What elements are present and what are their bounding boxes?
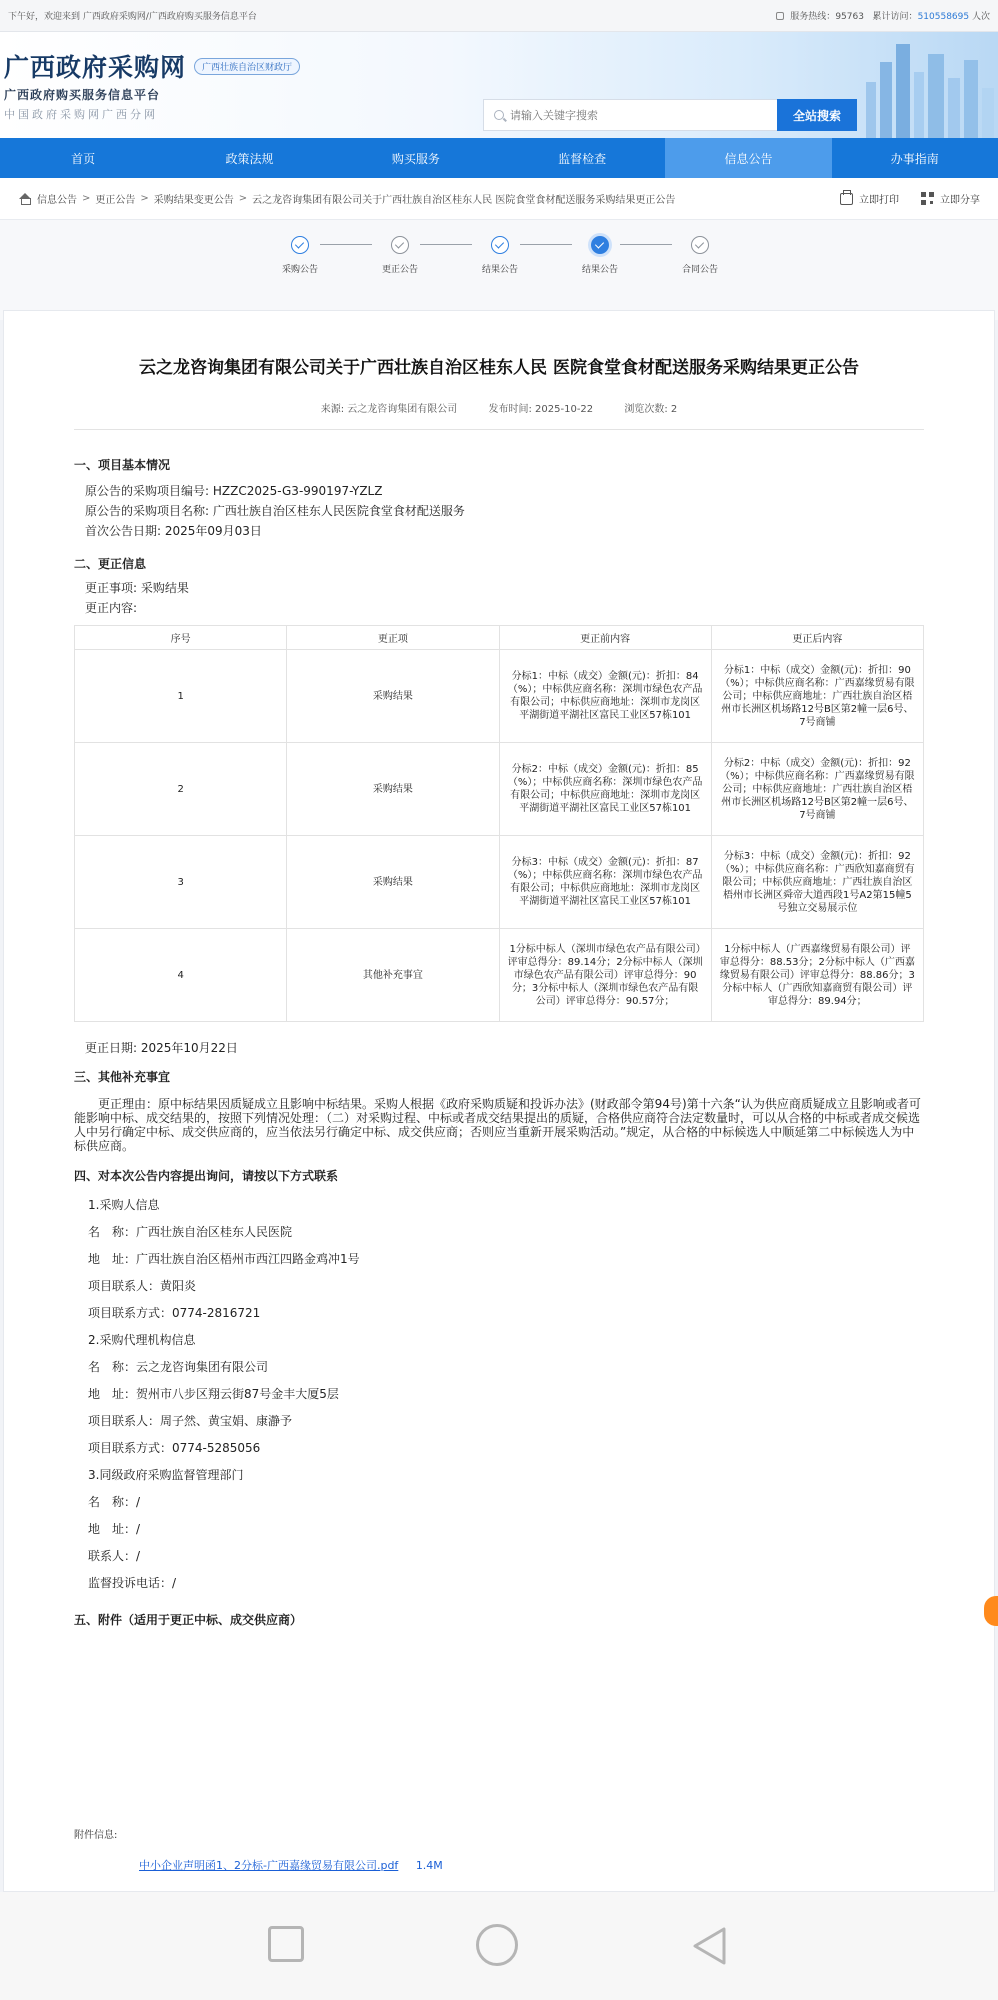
contact-line: 名 称：广西壮族自治区桂东人民医院 <box>88 1225 293 1239</box>
nav-policy[interactable]: 政策法规 <box>225 151 274 166</box>
article-title: 云之龙咨询集团有限公司关于广西壮族自治区桂东人民 医院食堂食材配送服务采购结果更正公告 <box>139 358 859 378</box>
step-connector <box>520 244 572 245</box>
table-row <box>75 836 924 929</box>
step-connector <box>620 244 672 245</box>
col-header: 更正后内容 <box>711 626 923 650</box>
visits-count: 510558695 <box>917 12 970 22</box>
site-title: 广西政府采购网 <box>4 53 187 82</box>
qr-code-icon <box>921 192 934 205</box>
cell-no: 2 <box>75 743 287 836</box>
step-label: 结果公告 <box>481 265 518 275</box>
hotline-number: 95763 <box>835 12 864 22</box>
project-name: 原公告的采购项目名称: 广西壮族自治区桂东人民医院食堂食材配送服务 <box>85 504 465 518</box>
cell-item: 其他补充事宜 <box>287 929 499 1022</box>
nav-announcements[interactable]: 信息公告 <box>665 138 831 178</box>
article-publish-time: 发布时间: 2025-10-22 <box>488 404 594 415</box>
col-header: 更正项 <box>287 626 499 650</box>
article-views: 浏览次数: 2 <box>624 404 678 415</box>
step-result-notice[interactable] <box>470 236 530 275</box>
step-connector <box>320 244 372 245</box>
step-contract-notice[interactable] <box>670 236 730 275</box>
table-header-row <box>75 626 924 650</box>
first-notice-date: 首次公告日期: 2025年09月03日 <box>85 524 262 538</box>
search-button[interactable]: 全站搜索 <box>777 99 857 131</box>
step-result-notice-current[interactable] <box>570 236 630 275</box>
section-heading: 一、项目基本情况 <box>74 458 171 472</box>
col-header: 更正前内容 <box>499 626 711 650</box>
section-heading: 三、其他补充事宜 <box>74 1070 171 1084</box>
breadcrumb: 信息公告 > 更正公告 > 采购结果变更公告 > 云之龙咨询集团有限公司关于广西壮族自治区桂东人民 医院食堂食材配送服务采购结果更正公告 <box>18 191 675 206</box>
nav-supervision[interactable]: 监督检查 <box>558 151 607 166</box>
site-subtitle: 广西政府购买服务信息平台 <box>4 88 161 102</box>
city-skyline-illustration <box>858 32 998 138</box>
contact-line: 1.采购人信息 <box>88 1198 160 1212</box>
cell-item: 采购结果 <box>287 650 499 743</box>
article-meta <box>4 400 994 415</box>
cell-after: 分标2：中标（成交）金额(元)：折扣：92（%）；中标供应商名称：广西嘉缘贸易有限公司；中标供应商地址：广西壮族自治区梧州市长洲区机场路12号B区第2幢一层6号、7号商铺 <box>711 743 923 836</box>
phone-icon <box>776 12 784 20</box>
contact-list <box>74 1192 924 1597</box>
check-icon <box>391 236 409 254</box>
contact-line: 联系人：/ <box>88 1549 141 1563</box>
correction-item: 更正事项: 采购结果 <box>85 581 189 595</box>
contact-line: 地 址：/ <box>88 1522 141 1536</box>
department-badge: 广西壮族自治区财政厅 <box>194 58 300 75</box>
search-icon <box>494 110 504 120</box>
cell-before: 分标3：中标（成交）金额(元)：折扣：87（%）；中标供应商名称：深圳市绿色农产品有限公司；中标供应商地址：深圳市龙岗区平湖街道平湖社区富民工业区57栋101 <box>499 836 711 929</box>
contact-line: 项目联系方式：0774-5285056 <box>88 1441 261 1455</box>
step-label: 采购公告 <box>281 265 318 275</box>
section-heading: 二、更正信息 <box>74 557 147 571</box>
step-label: 更正公告 <box>381 265 418 275</box>
breadcrumb-current: 云之龙咨询集团有限公司关于广西壮族自治区桂东人民 医院食堂食材配送服务采购结果更正公告 <box>252 195 676 206</box>
supplementary-text: 更正理由：原中标结果因质疑成立且影响中标结果。采购人根据《政府采购质疑和投诉办法》(财政部令第94号)第十六条“认为供应商质疑成立且影响或者可能影响中标、成交结果的，按照下列情况处理：（二）对采购过程、中标或者成交结果提出的质疑，合格供应商符合法定数量时，可以从合格的中标或者成交候选人中另行确定中标、成交供应商的，应当依法另行确定中标、成交供应商；否则应当重新开展采购活动。”规定，从合格的中标候选人中顺延第二中标候选人为中标供应商。 <box>74 1097 921 1153</box>
visits-label: 累计访问： <box>872 12 918 22</box>
site-subtitle-2: 中国政府采购网广西分网 <box>4 108 158 121</box>
announcement-stepper <box>0 220 998 320</box>
col-header: 序号 <box>75 626 287 650</box>
table-row <box>75 743 924 836</box>
attachment-label: 附件信息: <box>74 1830 118 1841</box>
cell-before: 分标2：中标（成交）金额(元)：折扣：85（%）；中标供应商名称：深圳市绿色农产品有限公司；中标供应商地址：深圳市龙岗区平湖街道平湖社区富民工业区57栋101 <box>499 743 711 836</box>
hotline-label: 服务热线： <box>790 12 836 22</box>
contact-line: 项目联系方式：0774-2816721 <box>88 1306 261 1320</box>
article-source: 来源: 云之龙咨询集团有限公司 <box>320 404 458 415</box>
cell-before: 分标1：中标（成交）金额(元)：折扣：84（%）；中标供应商名称：深圳市绿色农产品有限公司；中标供应商地址：深圳市龙岗区平湖街道平湖社区富民工业区57栋101 <box>499 650 711 743</box>
site-search <box>483 99 857 131</box>
project-number: 原公告的采购项目编号: HZZC2025-G3-990197-YZLZ <box>85 484 383 498</box>
table-row <box>75 650 924 743</box>
cell-no: 1 <box>75 650 287 743</box>
breadcrumb-bar <box>0 178 998 220</box>
share-button[interactable] <box>921 191 980 206</box>
cell-after: 1分标中标人（广西嘉缘贸易有限公司）评审总得分：88.53分；2分标中标人（广西嘉缘贸易有限公司）评审总得分：88.86分；3分标中标人（广西欣知嘉商贸有限公司）评审总得分：89.94分； <box>711 929 923 1022</box>
printer-icon <box>840 193 853 205</box>
print-button[interactable] <box>840 191 899 206</box>
check-icon <box>491 236 509 254</box>
contact-line: 项目联系人：黄阳炎 <box>88 1279 197 1293</box>
attachment-item <box>139 1857 443 1873</box>
correction-table <box>74 625 924 1022</box>
home-icon[interactable] <box>18 193 32 205</box>
breadcrumb-item[interactable]: 更正公告 <box>95 195 136 206</box>
top-info-bar <box>0 0 998 32</box>
breadcrumb-item[interactable]: 采购结果变更公告 <box>153 195 234 206</box>
search-input[interactable] <box>510 109 777 122</box>
check-icon <box>691 236 709 254</box>
breadcrumb-item[interactable]: 信息公告 <box>37 195 77 206</box>
nav-guide[interactable]: 办事指南 <box>890 151 939 166</box>
change-date: 更正日期: 2025年10月22日 <box>85 1041 238 1055</box>
contact-line: 地 址：贺州市八步区翔云街87号金丰大厦5层 <box>88 1387 339 1401</box>
contact-line: 项目联系人：周子然、黄宝娟、康瀞予 <box>88 1414 293 1428</box>
step-label: 结果公告 <box>581 265 618 275</box>
announcement-article <box>3 310 995 1892</box>
section-heading: 四、对本次公告内容提出询问，请按以下方式联系 <box>74 1169 339 1183</box>
correction-content-label: 更正内容: <box>85 601 138 615</box>
cell-before: 1分标中标人（深圳市绿色农产品有限公司）评审总得分：89.14分；2分标中标人（深圳市绿色农产品有限公司）评审总得分：90分；3分标中标人（深圳市绿色农产品有限公司）评审总得分：90.57分； <box>499 929 711 1022</box>
contact-line: 3.同级政府采购监督管理部门 <box>88 1468 244 1482</box>
back-button[interactable] <box>690 1926 730 1966</box>
nav-home[interactable]: 首页 <box>71 151 96 166</box>
system-navigation-bar <box>0 1892 998 2000</box>
contact-line: 名 称：/ <box>88 1495 141 1509</box>
recent-apps-button[interactable] <box>268 1926 304 1962</box>
floating-helper-icon[interactable] <box>984 1596 998 1626</box>
section-heading: 五、附件（适用于更正中标、成交供应商） <box>74 1613 303 1627</box>
step-purchase-notice[interactable] <box>270 236 330 275</box>
cell-after: 分标1：中标（成交）金额(元)：折扣：90（%）；中标供应商名称：广西嘉缘贸易有限公司；中标供应商地址：广西壮族自治区梧州市长洲区机场路12号B区第2幢一层6号、7号商铺 <box>711 650 923 743</box>
site-stats <box>776 9 990 22</box>
site-header <box>0 32 998 138</box>
check-icon <box>591 236 609 254</box>
cell-item: 采购结果 <box>287 743 499 836</box>
main-nav <box>0 138 998 178</box>
cell-item: 采购结果 <box>287 836 499 929</box>
search-box <box>483 99 777 131</box>
step-correction-notice[interactable] <box>370 236 430 275</box>
table-row <box>75 929 924 1022</box>
contact-line: 地 址：广西壮族自治区梧州市西江四路金鸡冲1号 <box>88 1252 360 1266</box>
check-icon <box>291 236 309 254</box>
visits-unit: 人次 <box>971 12 990 22</box>
contact-line: 名 称：云之龙咨询集团有限公司 <box>88 1360 269 1374</box>
step-connector <box>420 244 472 245</box>
home-button[interactable] <box>476 1924 518 1966</box>
cell-no: 4 <box>75 929 287 1022</box>
contact-line: 2.采购代理机构信息 <box>88 1333 196 1347</box>
print-label: 立即打印 <box>859 195 899 206</box>
attachment-size: 1.4M <box>415 1859 443 1872</box>
share-label: 立即分享 <box>940 195 980 206</box>
divider <box>74 429 924 430</box>
cell-no: 3 <box>75 836 287 929</box>
nav-purchase-service[interactable]: 购买服务 <box>391 151 440 166</box>
cell-after: 分标3：中标（成交）金额(元)：折扣：92（%）；中标供应商名称：广西欣知嘉商贸有限公司；中标供应商地址：广西壮族自治区梧州市长洲区舜帝大道西段1号A2第15幢5号独立交易展示位 <box>711 836 923 929</box>
welcome-text: 下午好，欢迎来到 广西政府采购网/广西政府购买服务信息平台 <box>8 12 257 22</box>
step-label: 合同公告 <box>681 265 718 275</box>
contact-line: 监督投诉电话：/ <box>88 1576 177 1590</box>
attachment-link[interactable]: 中小企业声明函1、2分标-广西嘉缘贸易有限公司.pdf <box>139 1859 399 1872</box>
site-logo[interactable] <box>4 48 300 122</box>
